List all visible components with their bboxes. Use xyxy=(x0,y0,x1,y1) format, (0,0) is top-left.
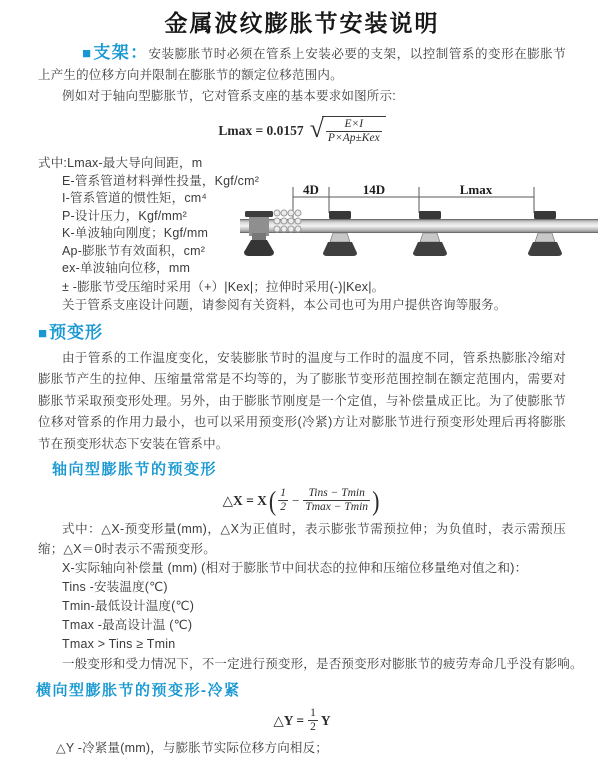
axial-subheading: 轴向型膨胀节的预变形 xyxy=(52,461,218,478)
anchor-support xyxy=(244,211,274,256)
variable-line: I-管系管道的惯性矩，cm⁴ xyxy=(62,191,207,205)
variable-line: ex-单波轴向位移，mm xyxy=(62,261,191,275)
axial-explanation-paragraph: 式中：△X-预变形量(mm)，△X为正值时，表示膨张节需预拉伸；为负值时，表示需预压缩；△X＝0时表示不需预变形。 xyxy=(38,522,566,556)
sqrt-expression xyxy=(310,116,386,146)
dimension-label-4d: 4D xyxy=(303,183,319,197)
guide-support xyxy=(528,211,562,256)
axial-variable-line: X-实际轴向补偿量 (mm) (相对于膨胀节中间状态的拉伸和压缩位移量绝对值之和)： xyxy=(62,561,528,575)
variable-line: K-单波轴向刚度；Kgf/mm xyxy=(62,226,209,240)
section-square-icon: ■ xyxy=(38,324,49,342)
minus-sign: − xyxy=(292,493,300,508)
support-intro-text: 安装膨胀节时必须在管系上安装必要的支架，以控制管系的变形在膨胀节上产生的位移方向并限制在膨胀节的额定位移范围内。 xyxy=(38,47,567,82)
lateral-one-half-fraction xyxy=(308,707,318,735)
lateral-subheading: 横向型膨胀节的预变形-冷紧 xyxy=(36,682,241,699)
sqrt-radicand xyxy=(322,116,386,146)
document-page xyxy=(0,8,600,757)
lateral-half-numerator: 1 xyxy=(310,707,316,720)
variable-line: E-管系管道材料弹性投量，Kgf/cm² xyxy=(62,173,260,188)
dimension-label-lmax: Lmax xyxy=(459,183,493,197)
plus-minus-note: ± -膨胀节受压缩时采用（+）|Kex|；拉伸时采用(-)|Kex|。 xyxy=(62,279,385,294)
temperature-fraction-numerator: Tins − Tmin xyxy=(308,487,365,500)
lateral-formula-lhs: △Y = xyxy=(273,713,305,728)
axial-variable-line: Tmax -最高设计温 (℃) xyxy=(62,618,193,632)
axial-formula xyxy=(38,484,566,518)
lateral-note-line: △Y -冷紧量(mm)，与膨胀节实际位移方向相反； xyxy=(56,741,329,755)
lmax-formula-lhs: Lmax = 0.0157 xyxy=(218,123,304,138)
lmax-fraction-numerator: E×I xyxy=(344,118,364,131)
one-half-fraction xyxy=(278,487,288,515)
temperature-fraction-denominator: Tmax − Tmin xyxy=(305,501,369,513)
predeform-section-heading-row xyxy=(38,322,566,345)
lmax-formula xyxy=(38,113,566,149)
dimension-labels xyxy=(303,183,493,197)
half-numerator: 1 xyxy=(280,487,286,500)
predeform-section-heading: 预变形 xyxy=(49,322,104,342)
lateral-formula xyxy=(38,707,566,735)
temperature-fraction xyxy=(303,487,370,515)
variable-line: Ap-膨胀节有效面积，cm² xyxy=(62,243,206,258)
right-paren: ) xyxy=(372,484,380,516)
variables-and-diagram-row xyxy=(38,155,566,278)
support-intro-paragraph xyxy=(38,42,566,86)
section-square-icon: ■ xyxy=(82,45,93,62)
guide-support xyxy=(413,211,447,256)
page-title: 金属波纹膨胀节安装说明 xyxy=(164,10,440,36)
variable-line: P-设计压力，Kgf/mm² xyxy=(62,208,188,223)
pipe-support-diagram xyxy=(240,183,598,275)
support-closing-line: 关于管系支座设计问题，请参阅有关资料，本公司也可为用户提供咨询等服务。 xyxy=(62,297,507,312)
lmax-fraction-denominator: P×Ap±Kex xyxy=(327,132,380,144)
axial-variable-line: Tmax > Tins ≥ Tmin xyxy=(62,637,176,651)
support-example-line: 例如对于轴向型膨胀节，它对管系支座的基本要求如图所示: xyxy=(62,89,396,103)
axial-variable-line: Tmin-最低设计温度(℃) xyxy=(62,599,195,613)
dimension-label-14d: 14D xyxy=(362,183,386,197)
axial-variable-line: Tins -安装温度(℃) xyxy=(62,580,168,594)
lateral-formula-rhs: Y xyxy=(320,713,331,728)
sqrt-radical-icon: √ xyxy=(309,114,324,143)
axial-formula-lhs: △X = X xyxy=(222,493,267,508)
lmax-fraction xyxy=(326,118,382,146)
guide-support xyxy=(323,211,357,256)
variable-line: 式中:Lmax-最大导向间距，m xyxy=(38,156,203,170)
left-paren: ( xyxy=(268,484,277,516)
axial-closing-line: 一般变形和受力情况下，不一定进行预变形，是否预变形对膨胀节的疲劳寿命几乎没有影响。 xyxy=(62,657,583,671)
lateral-half-denominator: 2 xyxy=(310,721,316,733)
support-section-heading: 支架： xyxy=(93,43,149,62)
axial-variable-list xyxy=(38,559,566,654)
half-denominator: 2 xyxy=(280,501,286,513)
predeform-paragraph: 由于管系的工作温度变化，安装膨胀节时的温度与工作时的温度不同，管系热膨胀冷缩对膨胀节产生的拉伸、压缩量常常是不均等的，为了膨胀节变形范围控制在额定范围内，需要对膨胀节采取预变形处理。另外，由于膨胀节刚度是一个定值，与补偿量成正比。为了使膨胀节位移对管系的作用力最小，也可以采用预变形(冷紧)方让对膨胀节进行预变形处理后再将膨胀节在预变形状态下安装在管系中。 xyxy=(38,350,566,451)
